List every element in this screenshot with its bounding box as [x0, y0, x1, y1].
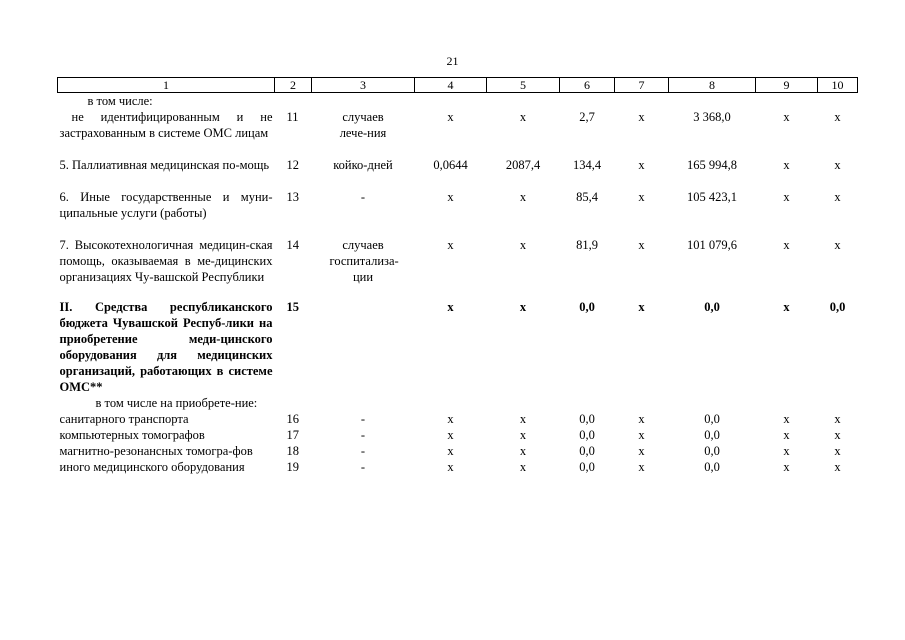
row-name: не идентифицированным и не застрахованным в системе ОМС лицам [59, 110, 273, 140]
cell: 0,0 [829, 300, 846, 314]
row-number: 14 [286, 238, 299, 252]
row-name: магнитно-резонансных томогра-фов [59, 444, 253, 458]
row-name: 7. Высокотехнологичная медицин-ская помощь, оказываемая в ме-дицинских организациях Чу-вашской Республики [59, 238, 273, 284]
row-unit: случаев госпитализа-ции [329, 238, 399, 284]
row-unit: - [360, 460, 366, 474]
cell: х [638, 460, 645, 474]
row-number: 17 [286, 428, 299, 442]
cell: х [519, 110, 527, 124]
cell: х [783, 238, 790, 252]
cell: 101 079,6 [687, 238, 737, 252]
row-number: 16 [286, 412, 299, 426]
row-number: 11 [286, 110, 299, 124]
table-row [58, 237, 858, 285]
row-unit [312, 299, 415, 395]
row-number: 13 [286, 190, 299, 204]
cell: х [783, 110, 790, 124]
column-header: 9 [756, 78, 818, 93]
cell: 0,0 [704, 460, 720, 474]
table-row [58, 109, 858, 141]
row-unit: - [360, 444, 366, 458]
column-header: 6 [560, 78, 615, 93]
cell: х [638, 190, 645, 204]
cell: х [783, 444, 790, 458]
row-name: компьютерных томографов [59, 428, 205, 442]
cell: х [447, 412, 454, 426]
cell: 3 368,0 [693, 110, 731, 124]
table-row [58, 459, 858, 475]
cell: 2,7 [579, 110, 595, 124]
cell: х [447, 444, 454, 458]
cell: х [519, 412, 527, 426]
cell: х [834, 238, 841, 252]
cell: х [447, 190, 454, 204]
cell: х [783, 300, 790, 314]
cell: х [834, 428, 841, 442]
cell: 0,0 [579, 412, 595, 426]
cell: 0,0 [579, 460, 595, 474]
data-table [57, 77, 858, 475]
row-name: иного медицинского оборудования [59, 460, 245, 474]
row-name: II. Средства республиканского бюджета Чувашской Респуб-лики на приобретение меди-цинского оборудования для медицинских организаций, работающих в системе ОМС** [59, 300, 273, 394]
cell: 2087,4 [505, 158, 541, 172]
cell: х [638, 428, 645, 442]
cell: х [834, 412, 841, 426]
cell: 0,0 [579, 444, 595, 458]
row-unit: - [360, 412, 366, 426]
row-intro: в том числе: [87, 94, 153, 108]
cell: х [519, 444, 527, 458]
row-number: 15 [286, 300, 299, 314]
cell: х [638, 158, 645, 172]
cell: х [834, 110, 841, 124]
cell: 0,0644 [433, 158, 468, 172]
table-row [58, 411, 858, 427]
row-number: 12 [286, 158, 299, 172]
row-unit: случаев лече-ния [339, 110, 387, 140]
cell: х [638, 412, 645, 426]
cell: х [783, 158, 790, 172]
cell: х [519, 300, 527, 314]
cell: х [783, 412, 790, 426]
cell: х [447, 238, 454, 252]
sub-intro: в том числе на приобрете-ние: [95, 396, 258, 410]
cell: х [834, 460, 841, 474]
cell: х [519, 428, 527, 442]
cell: х [783, 460, 790, 474]
cell: 85,4 [576, 190, 598, 204]
column-header: 4 [415, 78, 487, 93]
cell: х [447, 110, 454, 124]
cell: х [447, 460, 454, 474]
cell: х [638, 238, 645, 252]
row-name: санитарного транспорта [59, 412, 189, 426]
cell: 0,0 [704, 428, 720, 442]
row-name: 5. Паллиативная медицинская по-мощь [59, 158, 270, 172]
row-name: 6. Иные государственные и муни-ципальные услуги (работы) [59, 190, 273, 220]
cell: х [519, 190, 527, 204]
cell: 81,9 [576, 238, 598, 252]
cell: х [834, 444, 841, 458]
row-number: 18 [286, 444, 299, 458]
cell: 134,4 [572, 158, 602, 172]
cell: х [834, 190, 841, 204]
cell: х [783, 428, 790, 442]
cell: х [638, 110, 645, 124]
cell: х [447, 428, 454, 442]
table-row [58, 395, 858, 411]
cell: 0,0 [579, 428, 595, 442]
column-header: 7 [615, 78, 669, 93]
cell: х [447, 300, 454, 314]
cell: 0,0 [704, 300, 720, 314]
cell: х [638, 444, 645, 458]
column-header: 2 [275, 78, 312, 93]
column-header: 8 [669, 78, 756, 93]
cell: х [638, 300, 645, 314]
cell: х [519, 460, 527, 474]
page-number: 21 [446, 54, 459, 68]
cell: 165 994,8 [687, 158, 737, 172]
cell: 105 423,1 [687, 190, 737, 204]
row-unit: - [360, 190, 366, 204]
column-header: 10 [818, 78, 858, 93]
column-header: 3 [312, 78, 415, 93]
cell: х [783, 190, 790, 204]
column-header: 5 [487, 78, 560, 93]
table-row [58, 427, 858, 443]
header-row [58, 78, 858, 93]
table-row [58, 157, 858, 173]
row-unit: - [360, 428, 366, 442]
row-unit: койко-дней [333, 158, 393, 172]
cell: 0,0 [704, 444, 720, 458]
cell: 0,0 [579, 300, 595, 314]
column-header: 1 [58, 78, 275, 93]
cell: х [519, 238, 527, 252]
cell: 0,0 [704, 412, 720, 426]
table-row [58, 93, 858, 110]
row-number: 19 [286, 460, 299, 474]
table-row [58, 299, 858, 395]
table-row [58, 443, 858, 459]
cell: х [834, 158, 841, 172]
table-row [58, 189, 858, 221]
